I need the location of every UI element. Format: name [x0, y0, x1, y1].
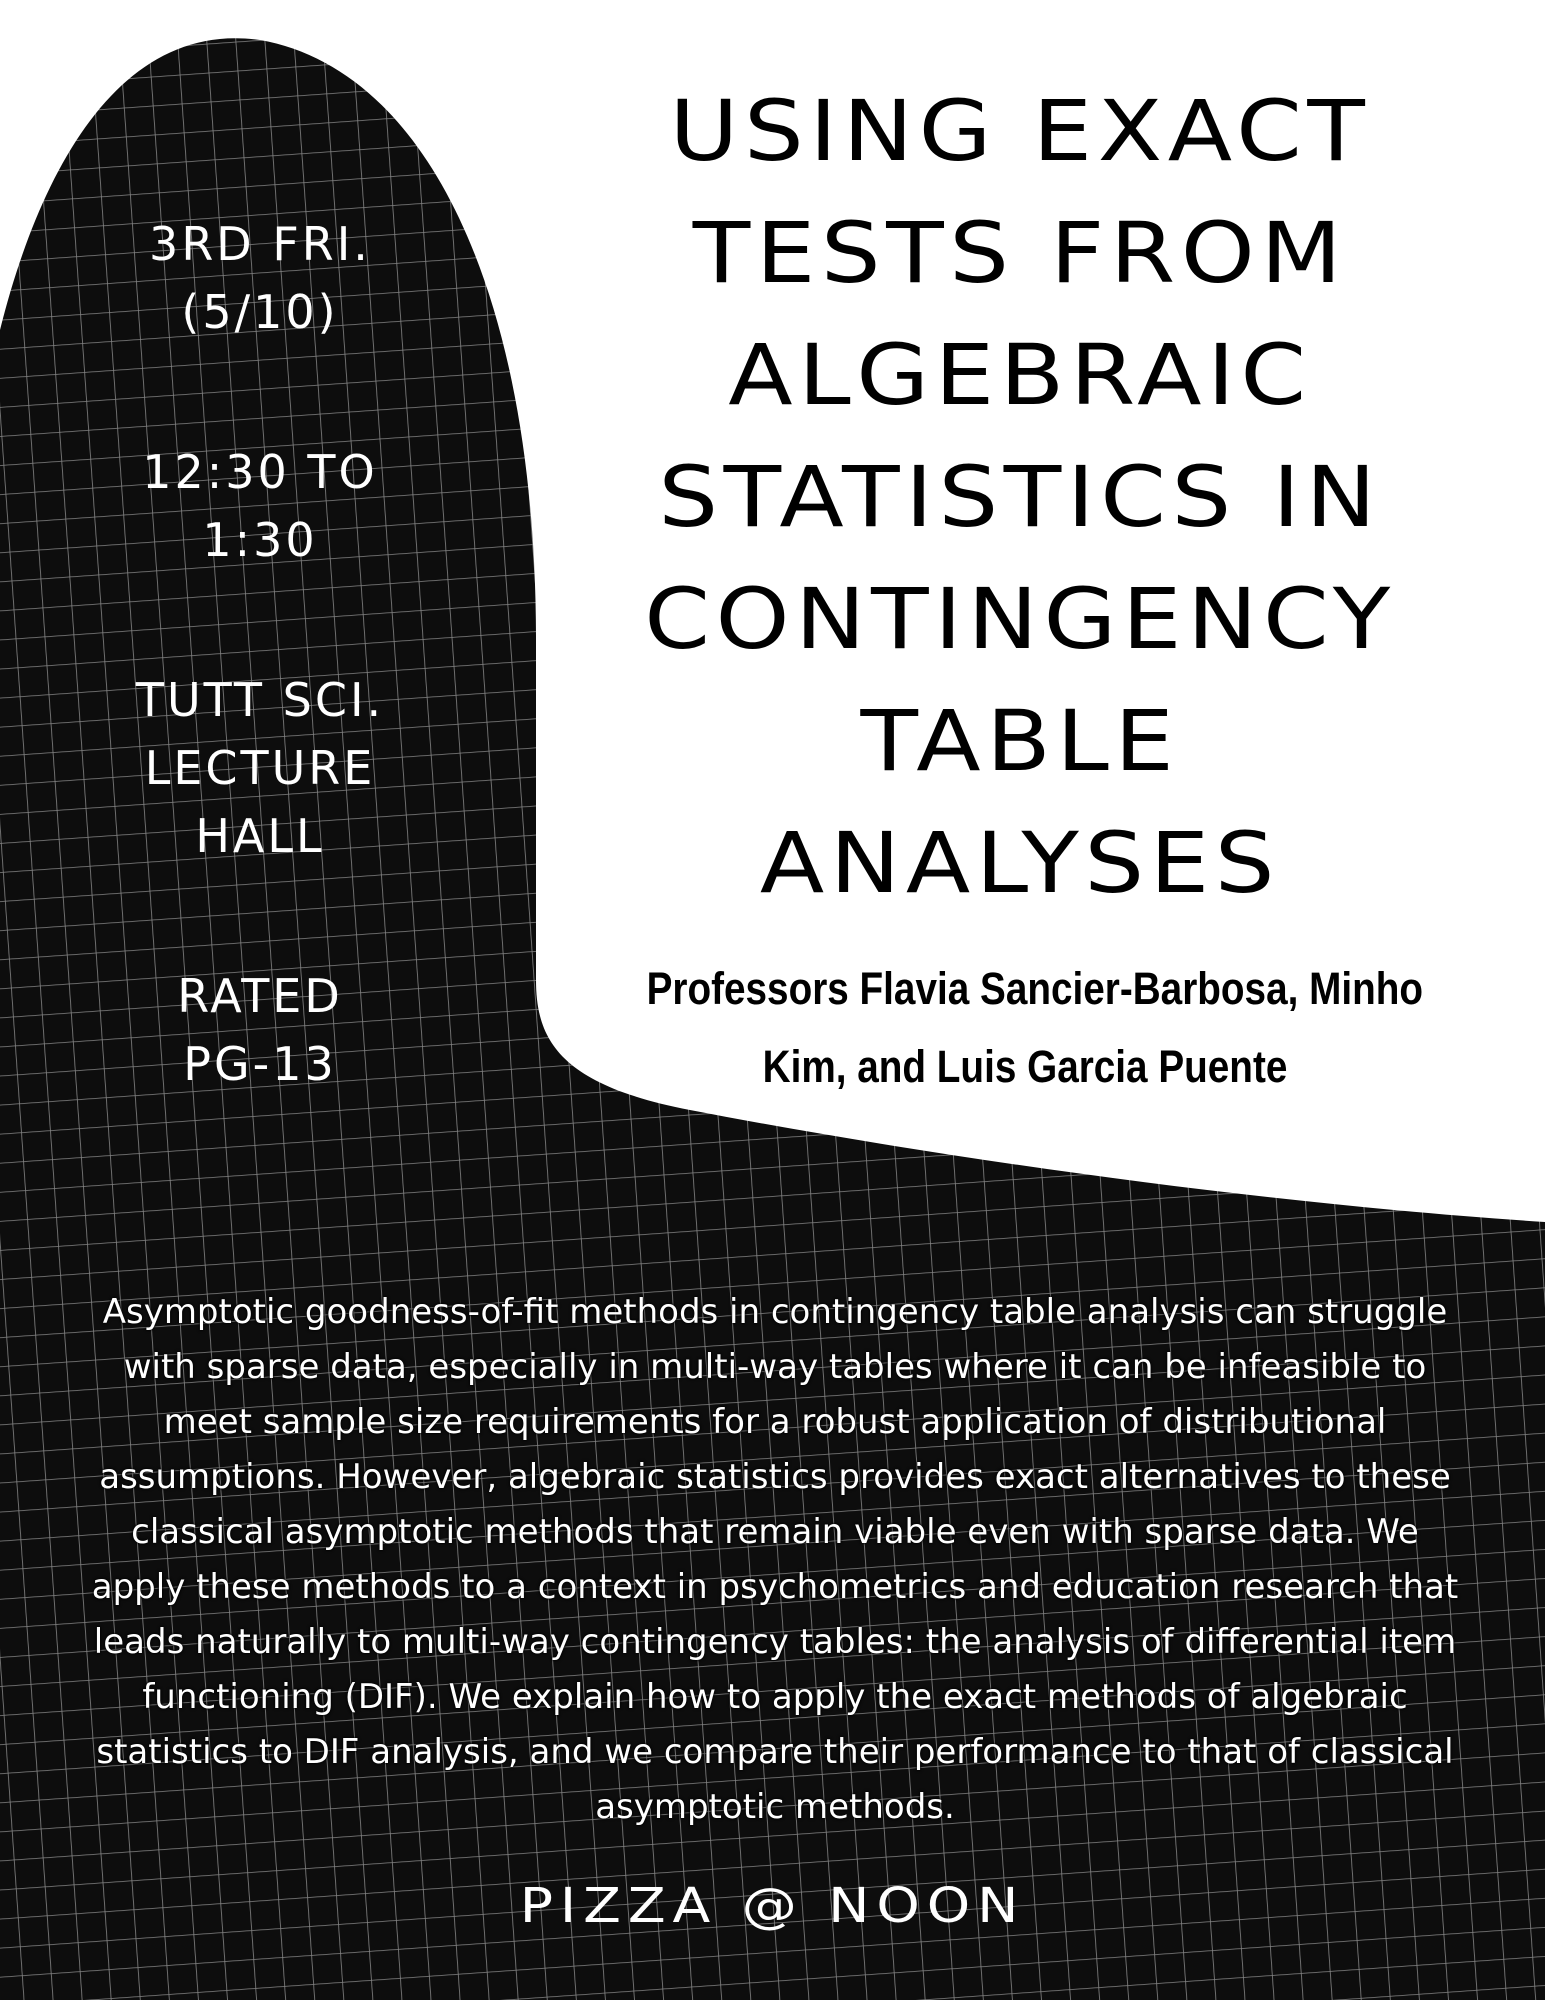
title-line: CONTINGENCY — [644, 570, 1396, 668]
event-date-line-1: 3RD FRI. — [149, 217, 371, 271]
event-info — [70, 210, 450, 1190]
event-rating-line-1: RATED — [177, 969, 343, 1023]
event-location-line-3: HALL — [195, 809, 325, 863]
event-time-line-2: 1:30 — [202, 513, 318, 567]
event-date — [70, 210, 450, 346]
speakers-line-2: Kim, and Luis Garcia Puente — [762, 1041, 1288, 1092]
pizza-notice: PIZZA @ NOON — [519, 1878, 1026, 1934]
title-line: TESTS FROM — [692, 204, 1348, 302]
abstract-text: Asymptotic goodness-of-fit methods in contingency table analysis can struggle with sparse data, especially in multi-way tables where it can be infeasible to meet sample size requirements for a robust application of distributional assumptions. However, algebraic statistics provides exact alternatives to these classical asymptotic methods that remain viable even with sparse data. We apply these methods to a context in psychometrics and education research that leads naturally to multi-way contingency tables: the analysis of differential item functioning (DIF). We explain how to apply the exact methods of algebraic statistics to DIF analysis, and we compare their performance to that of classical asymptotic methods. — [91, 1292, 1459, 1827]
event-location-line-1: TUTT SCI. — [135, 673, 385, 727]
event-location — [70, 666, 450, 870]
title-line: ALGEBRAIC — [728, 326, 1312, 424]
event-time-line-1: 12:30 TO — [142, 445, 378, 499]
event-rating — [70, 962, 450, 1098]
title-line: USING EXACT — [669, 82, 1371, 180]
talk-title — [505, 70, 1535, 924]
title-line: STATISTICS IN — [658, 448, 1382, 546]
event-location-line-2: LECTURE — [144, 741, 376, 795]
speakers — [646, 950, 1424, 1106]
event-time — [70, 438, 450, 574]
speakers-line-1: Professors Flavia Sancier-Barbosa, Minho — [646, 963, 1424, 1014]
event-date-line-2: (5/10) — [181, 285, 339, 339]
event-rating-line-2: PG-13 — [183, 1037, 337, 1091]
title-line: TABLE — [860, 692, 1180, 790]
title-line: ANALYSES — [759, 814, 1281, 912]
